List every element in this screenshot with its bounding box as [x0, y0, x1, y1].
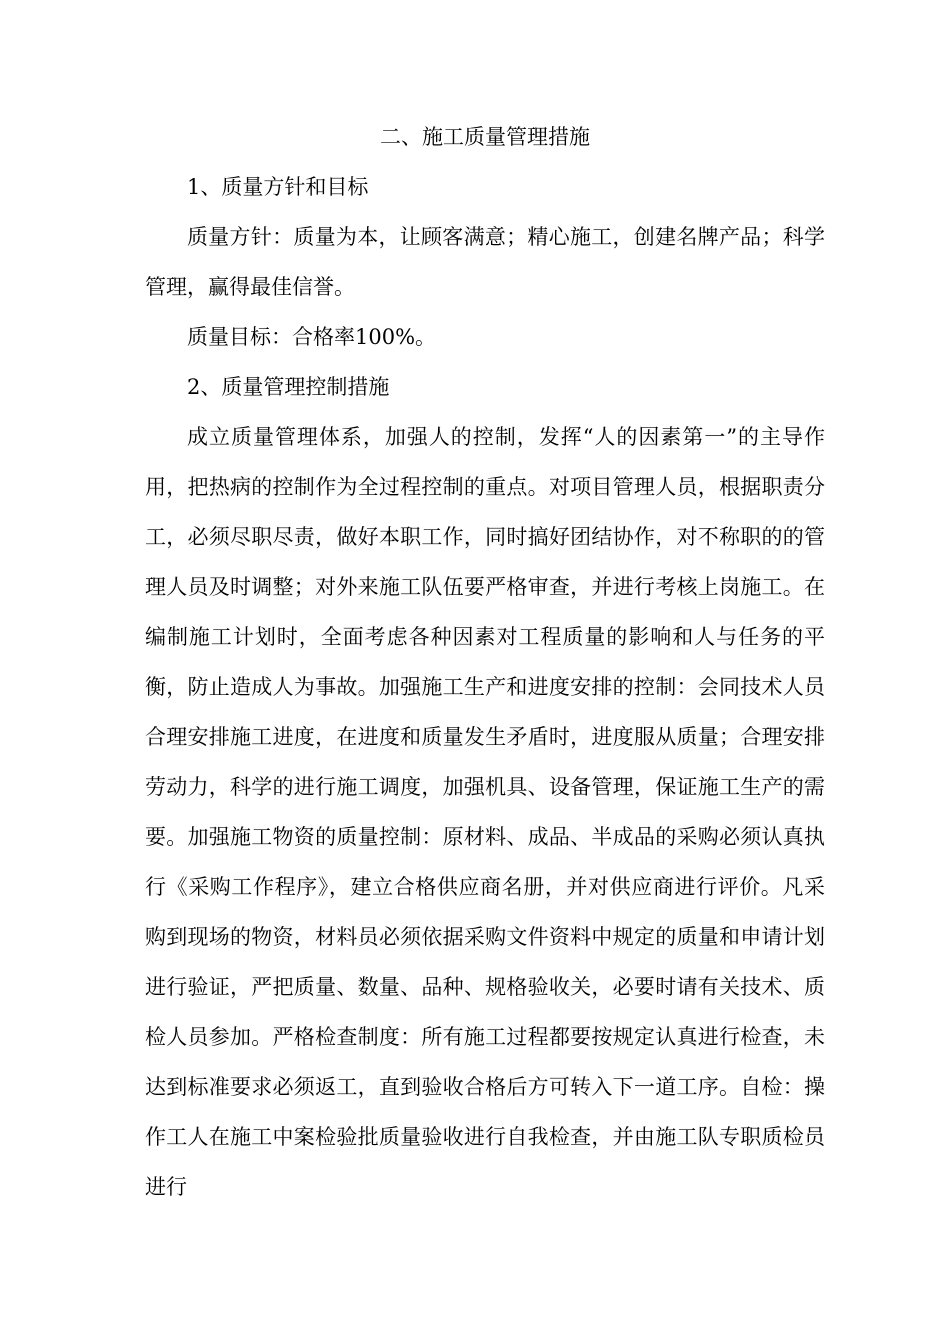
quality-control-body-paragraph: 成立质量管理体系，加强人的控制，发挥“人的因素第一”的主导作用，把热病的控制作为全过程控制的重点。对项目管理人员，根据职责分工，必须尽职尽责，做好本职工作，同时搞好团结协作，对不称职的的管理人员及时调整；对外来施工队伍要严格审查，并进行考核上岗施工。在编制施工计划时，全面考虑各种因素对工程质量的影响和人与任务的平衡，防止造成人为事故。加强施工生产和进度安排的控制：会同技术人员合理安排施工进度，在进度和质量发生矛盾时，进度服从质量；合理安排劳动力，科学的进行施工调度，加强机具、设备管理，保证施工生产的需要。加强施工物资的质量控制：原材料、成品、半成品的采购必须认真执行《采购工作程序》，建立合格供应商名册，并对供应商进行评价。凡采购到现场的物资，材料员必须依据采购文件资料中规定的质量和申请计划进行验证，严把质量、数量、品种、规格验收关，必要时请有关技术、质检人员参加。严格检查制度：所有施工过程都要按规定认真进行检查，未达到标准要求必须返工，直到验收合格后方可转入下一道工序。自检：操作工人在施工中案检验批质量验收进行自我检查，并由施工队专职质检员进行 — [145, 425, 825, 1199]
document-title: 二、施工质量管理措施 — [380, 125, 590, 149]
section-heading-quality-policy: 1、质量方针和目标 — [187, 175, 369, 199]
quality-goal-paragraph: 质量目标：合格率100%。 — [187, 325, 437, 349]
document-page — [145, 112, 825, 1212]
quality-policy-paragraph: 质量方针：质量为本，让顾客满意；精心施工，创建名牌产品；科学管理，赢得最佳信誉。 — [145, 225, 825, 299]
section-heading-quality-control: 2、质量管理控制措施 — [187, 375, 390, 399]
